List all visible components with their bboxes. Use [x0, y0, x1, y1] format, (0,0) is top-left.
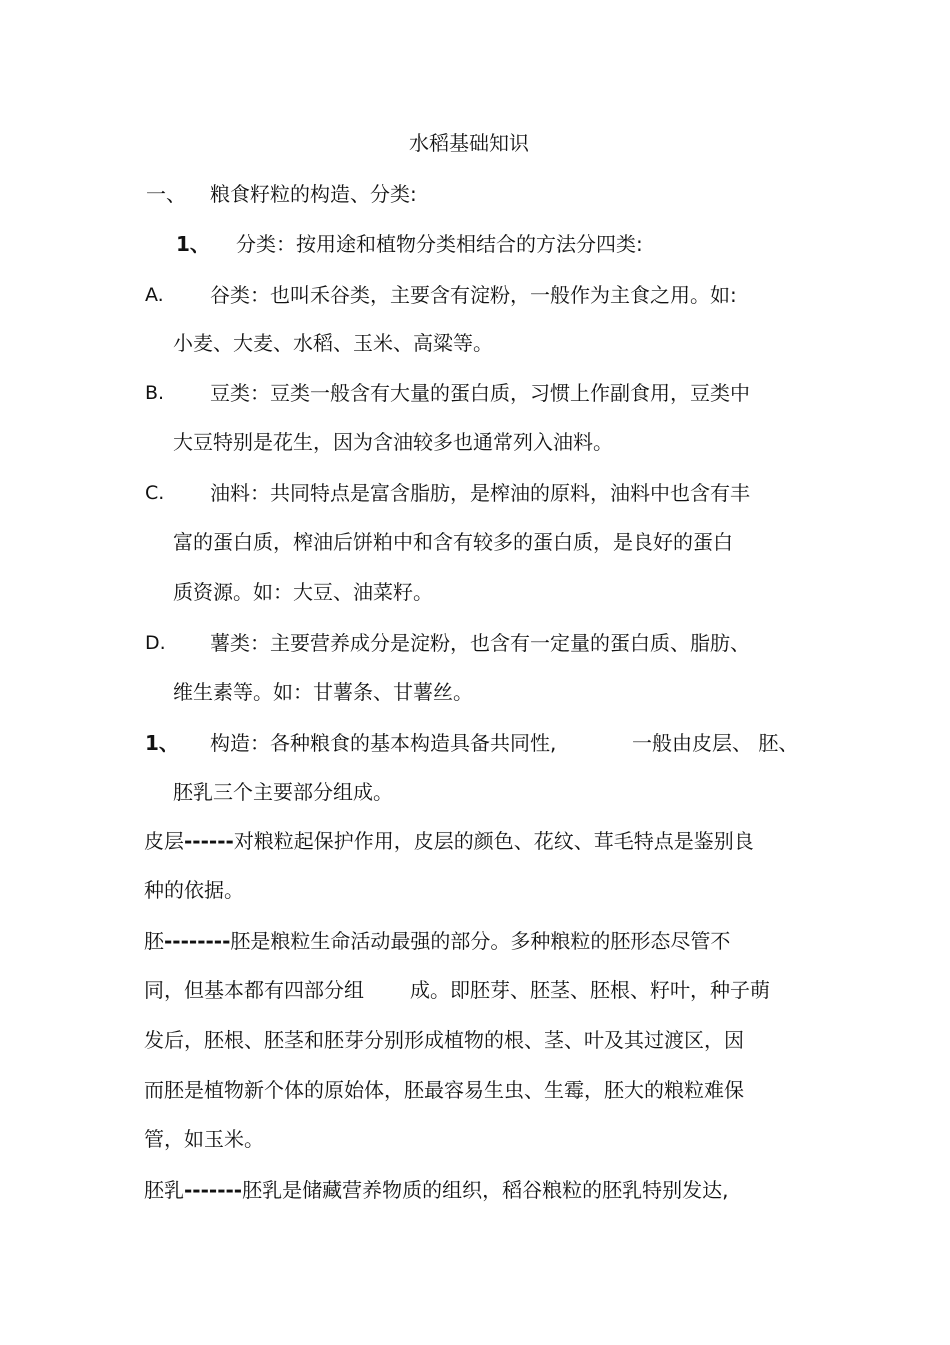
definition-text: 而胚是植物新个体的原始体，胚最容易生虫、生霉，胚大的粮粒难保 — [144, 1078, 744, 1102]
item-text: 富的蛋白质，榨油后饼粕中和含有较多的蛋白质，是良好的蛋白 — [173, 530, 733, 554]
subsection-text: 构造：各种粮食的基本构造具备共同性, — [210, 731, 557, 755]
item-text: 薯类：主要营养成分是淀粉，也含有一定量的蛋白质、脂肪、 — [210, 631, 750, 655]
subsection-heading: 分类：按用途和植物分类相结合的方法分四类: — [236, 232, 643, 256]
definition-text: 胚乳是储藏营养物质的组织，稻谷粮粒的胚乳特别发达, — [242, 1178, 729, 1202]
definition-text: 对粮粒起保护作用，皮层的颜色、花纹、茸毛特点是鉴别良 — [233, 829, 754, 853]
definition-text: 胚是粮粒生命活动最强的部分。多种粮粒的胚形态尽管不 — [230, 929, 731, 953]
definition-text: 发后，胚根、胚茎和胚芽分别形成植物的根、茎、叶及其过渡区，因 — [144, 1028, 744, 1052]
subsection-marker: 1、 — [176, 232, 210, 256]
item-marker: B. — [145, 382, 165, 404]
definition-embryo — [144, 928, 730, 954]
item-text: 大豆特别是花生，因为含油较多也通常列入油料。 — [173, 430, 613, 454]
subsection-text: 胚乳三个主要部分组成。 — [173, 780, 393, 804]
item-text: 油料：共同特点是富含脂肪，是榨油的原料，油料中也含有丰 — [210, 481, 750, 505]
definition-dash: -------- — [164, 929, 231, 953]
section-marker: 一、 — [146, 182, 186, 206]
definition-dash: ------ — [184, 829, 234, 853]
item-text: 小麦、大麦、水稻、玉米、高粱等。 — [173, 331, 493, 355]
definition-text: 同，但基本都有四部分组 — [144, 978, 364, 1002]
item-text: 谷类：也叫禾谷类，主要含有淀粉，一般作为主食之用。如: — [210, 283, 737, 307]
subsection-text: 一般由皮层、 胚、 — [632, 731, 799, 755]
definition-text: 管，如玉米。 — [144, 1127, 264, 1151]
definition-term: 皮层 — [144, 829, 184, 853]
definition-term: 胚乳 — [144, 1178, 184, 1202]
definition-text: 种的依据。 — [144, 878, 244, 902]
definition-dash: ------- — [184, 1178, 243, 1202]
page-title: 水稻基础知识 — [409, 131, 529, 155]
item-marker: D. — [145, 632, 166, 654]
item-text: 豆类：豆类一般含有大量的蛋白质，习惯上作副食用，豆类中 — [210, 381, 750, 405]
definition-endosperm — [144, 1177, 728, 1203]
subsection-marker: 1、 — [145, 731, 179, 755]
item-marker: C. — [145, 482, 165, 504]
item-marker: A. — [145, 284, 164, 306]
definition-term: 胚 — [144, 929, 164, 953]
item-text: 质资源。如：大豆、油菜籽。 — [173, 580, 433, 604]
definition-text: 成。即胚芽、胚茎、胚根、籽叶，种子萌 — [410, 978, 770, 1002]
item-text: 维生素等。如：甘薯条、甘薯丝。 — [173, 680, 473, 704]
definition-pericarp — [144, 828, 754, 854]
section-heading: 粮食籽粒的构造、分类: — [210, 182, 417, 206]
